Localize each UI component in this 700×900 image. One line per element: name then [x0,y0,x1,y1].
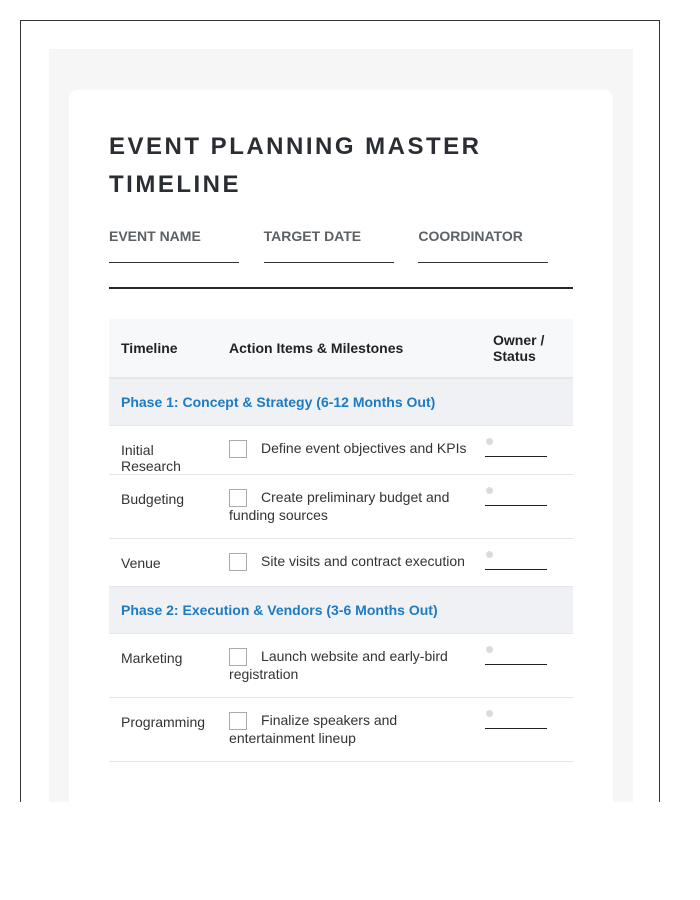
page-frame [20,20,660,802]
action-cell [217,698,481,762]
table-row [109,634,573,698]
timeline-cell: Programming [109,698,217,762]
owner-input-line[interactable] [485,456,547,457]
page-backdrop [49,49,633,802]
target-date-field[interactable] [264,228,419,263]
task-checkbox[interactable] [229,489,247,507]
action-text: Finalize speakers and entertainment lineup [229,712,398,746]
timeline-cell: Venue [109,539,217,587]
task-checkbox[interactable] [229,648,247,666]
event-name-field[interactable] [109,228,264,263]
owner-cell [481,539,573,587]
action-cell [217,426,481,475]
table-row [109,539,573,587]
event-name-label: EVENT NAME [109,228,201,244]
task-checkbox[interactable] [229,712,247,730]
owner-input-line[interactable] [485,505,547,506]
timeline-cell: Initial Research [109,426,217,475]
owner-input-line[interactable] [485,664,547,665]
action-cell [217,634,481,698]
coordinator-label: COORDINATOR [418,228,523,244]
action-text: Define event objectives and KPIs [261,440,467,456]
status-dot-icon[interactable] [486,710,493,717]
action-text: Launch website and early-bird registration [229,648,448,682]
action-text: Create preliminary budget and funding sources [229,489,450,523]
column-header-timeline: Timeline [109,319,217,378]
owner-cell [481,475,573,539]
column-header-action: Action Items & Milestones [217,319,481,378]
task-checkbox[interactable] [229,440,247,458]
target-date-label: TARGET DATE [263,228,362,244]
table-row [109,475,573,539]
phase-title: Phase 1: Concept & Strategy (6-12 Months Out) [109,378,573,426]
meta-fields [109,228,573,263]
status-dot-icon[interactable] [486,438,493,445]
header-divider [109,287,573,289]
phase-row [109,587,573,634]
event-name-input-line[interactable] [109,262,239,263]
timeline-table [109,319,573,762]
page-title: EVENT PLANNING MASTER TIMELINE [109,133,482,198]
table-header-row [109,319,573,378]
coordinator-input-line[interactable] [418,262,548,263]
task-checkbox[interactable] [229,553,247,571]
status-dot-icon[interactable] [486,551,493,558]
table-row [109,698,573,762]
owner-cell [481,634,573,698]
timeline-cell: Budgeting [109,475,217,539]
table-row [109,426,573,475]
owner-cell [481,426,573,475]
column-header-owner-text: Owner / Status [493,332,545,364]
action-cell [217,475,481,539]
target-date-input-line[interactable] [264,262,394,263]
phase-row [109,378,573,426]
action-text: Site visits and contract execution [261,553,465,569]
timeline-cell: Marketing [109,634,217,698]
document-card [69,90,613,802]
status-dot-icon[interactable] [486,646,493,653]
owner-cell [481,698,573,762]
coordinator-field[interactable] [418,228,573,263]
column-header-owner [481,319,573,378]
status-dot-icon[interactable] [486,487,493,494]
phase-title: Phase 2: Execution & Vendors (3-6 Months Out) [109,587,573,634]
owner-input-line[interactable] [485,728,547,729]
action-cell [217,539,481,587]
owner-input-line[interactable] [485,569,547,570]
